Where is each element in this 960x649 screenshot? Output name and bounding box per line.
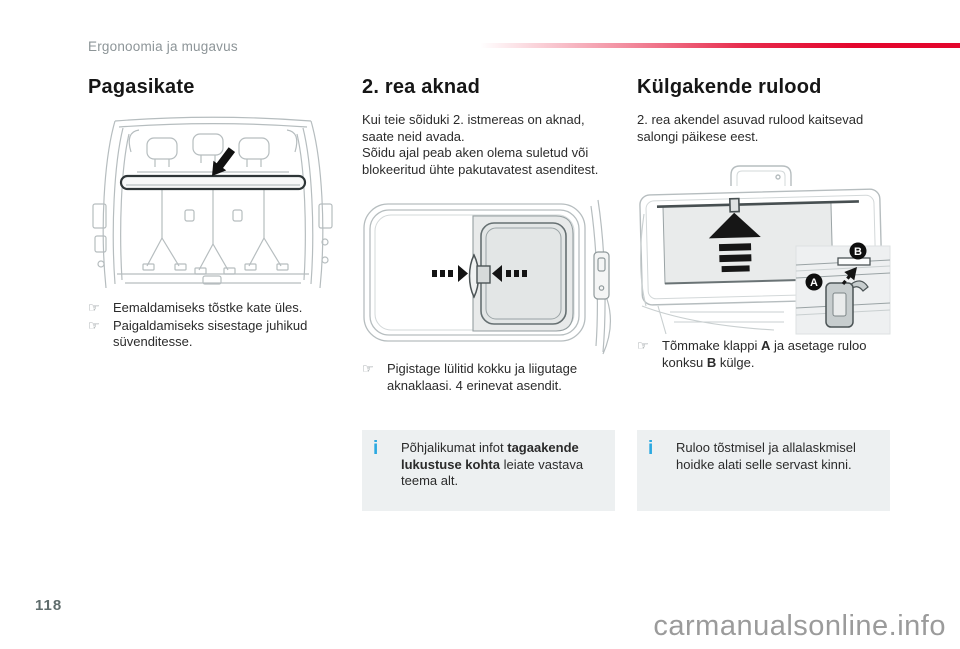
- paragraph: Kui teie sõiduki 2. istmereas on aknad, saate neid avada.: [362, 112, 585, 144]
- label-a-badge: [806, 274, 823, 291]
- info-note: [401, 440, 605, 511]
- note-text: leiate vastava teema alt.: [401, 456, 584, 488]
- luggage-cover-shelf: [121, 176, 305, 189]
- paragraph: 2. rea akendel asuvad rulood kaitsevad salongi päikese eest.: [637, 112, 864, 144]
- instruction-seg: külge.: [716, 354, 755, 370]
- label-b-badge: [850, 243, 867, 260]
- info-note: Ruloo tõstmisel ja allalaskmisel hoidke alati selle servast kinni.: [676, 440, 856, 472]
- svg-text:A: A: [810, 277, 818, 289]
- instruction-seg-bold: B: [706, 354, 717, 370]
- list-item: [88, 318, 344, 351]
- section-title-rulood: Külgakende rulood: [637, 76, 822, 98]
- luggage-cover-illustration: [85, 114, 341, 297]
- instruction-text: [662, 338, 887, 371]
- rulood-instructions: [637, 338, 887, 371]
- instruction-text: Paigaldamiseks sisestage juhikud süvenditesse.: [113, 317, 308, 349]
- van-interior-drawing: [85, 114, 341, 292]
- instruction-seg-bold: A: [760, 338, 771, 353]
- pagasikate-instructions: [88, 300, 344, 351]
- list-item: [637, 338, 887, 371]
- list-item: [88, 300, 344, 317]
- roller-blind-drawing: [634, 154, 892, 336]
- accent-bar: [480, 43, 960, 48]
- instruction-text: Eemaldamiseks tõstke kate üles.: [113, 300, 303, 315]
- sliding-window-drawing: [360, 196, 615, 356]
- page-number: 118: [35, 597, 63, 614]
- section-title-rea-aknad: 2. rea aknad: [362, 76, 481, 98]
- instruction-seg: Tõmmake klappi: [662, 338, 761, 353]
- info-icon: i: [648, 438, 654, 459]
- rea-aknad-instructions: [362, 361, 612, 394]
- rea-aknad-intro: [362, 112, 612, 178]
- info-box-blind-handling: [637, 430, 890, 511]
- hook-detail-inset: [796, 243, 890, 335]
- svg-text:B: B: [854, 246, 862, 258]
- pointing-hand-icon: ☞: [362, 361, 374, 376]
- sliding-window-illustration: [360, 196, 615, 361]
- pointing-hand-icon: ☞: [88, 300, 100, 315]
- rulood-intro: [637, 112, 893, 145]
- info-icon: i: [373, 438, 379, 459]
- blind-hook-slot: [838, 258, 870, 265]
- pointing-hand-icon: ☞: [637, 338, 649, 353]
- info-box-window-lock: [362, 430, 615, 511]
- watermark: carmanualsonline.info: [653, 610, 946, 642]
- list-item: [362, 361, 612, 394]
- instruction-text: Pigistage lülitid kokku ja liigutage aknaklaasi. 4 erinevat asendit.: [387, 361, 578, 393]
- note-text-bold: tagaakende lukustuse kohta: [401, 440, 579, 472]
- roller-blind-illustration: [634, 154, 892, 341]
- pointing-hand-icon: ☞: [88, 317, 100, 333]
- section-title-pagasikate: Pagasikate: [88, 76, 195, 98]
- chapter-header: Ergonoomia ja mugavus: [88, 39, 238, 54]
- instruction-seg: ja asetage ruloo konksu: [662, 338, 867, 370]
- note-text: Põhjalikumat infot: [401, 440, 508, 455]
- blind-handle: [731, 166, 791, 186]
- paragraph: Sõidu ajal peab aken olema suletud või blokeeritud ühte pakutavatest asenditest.: [362, 145, 599, 177]
